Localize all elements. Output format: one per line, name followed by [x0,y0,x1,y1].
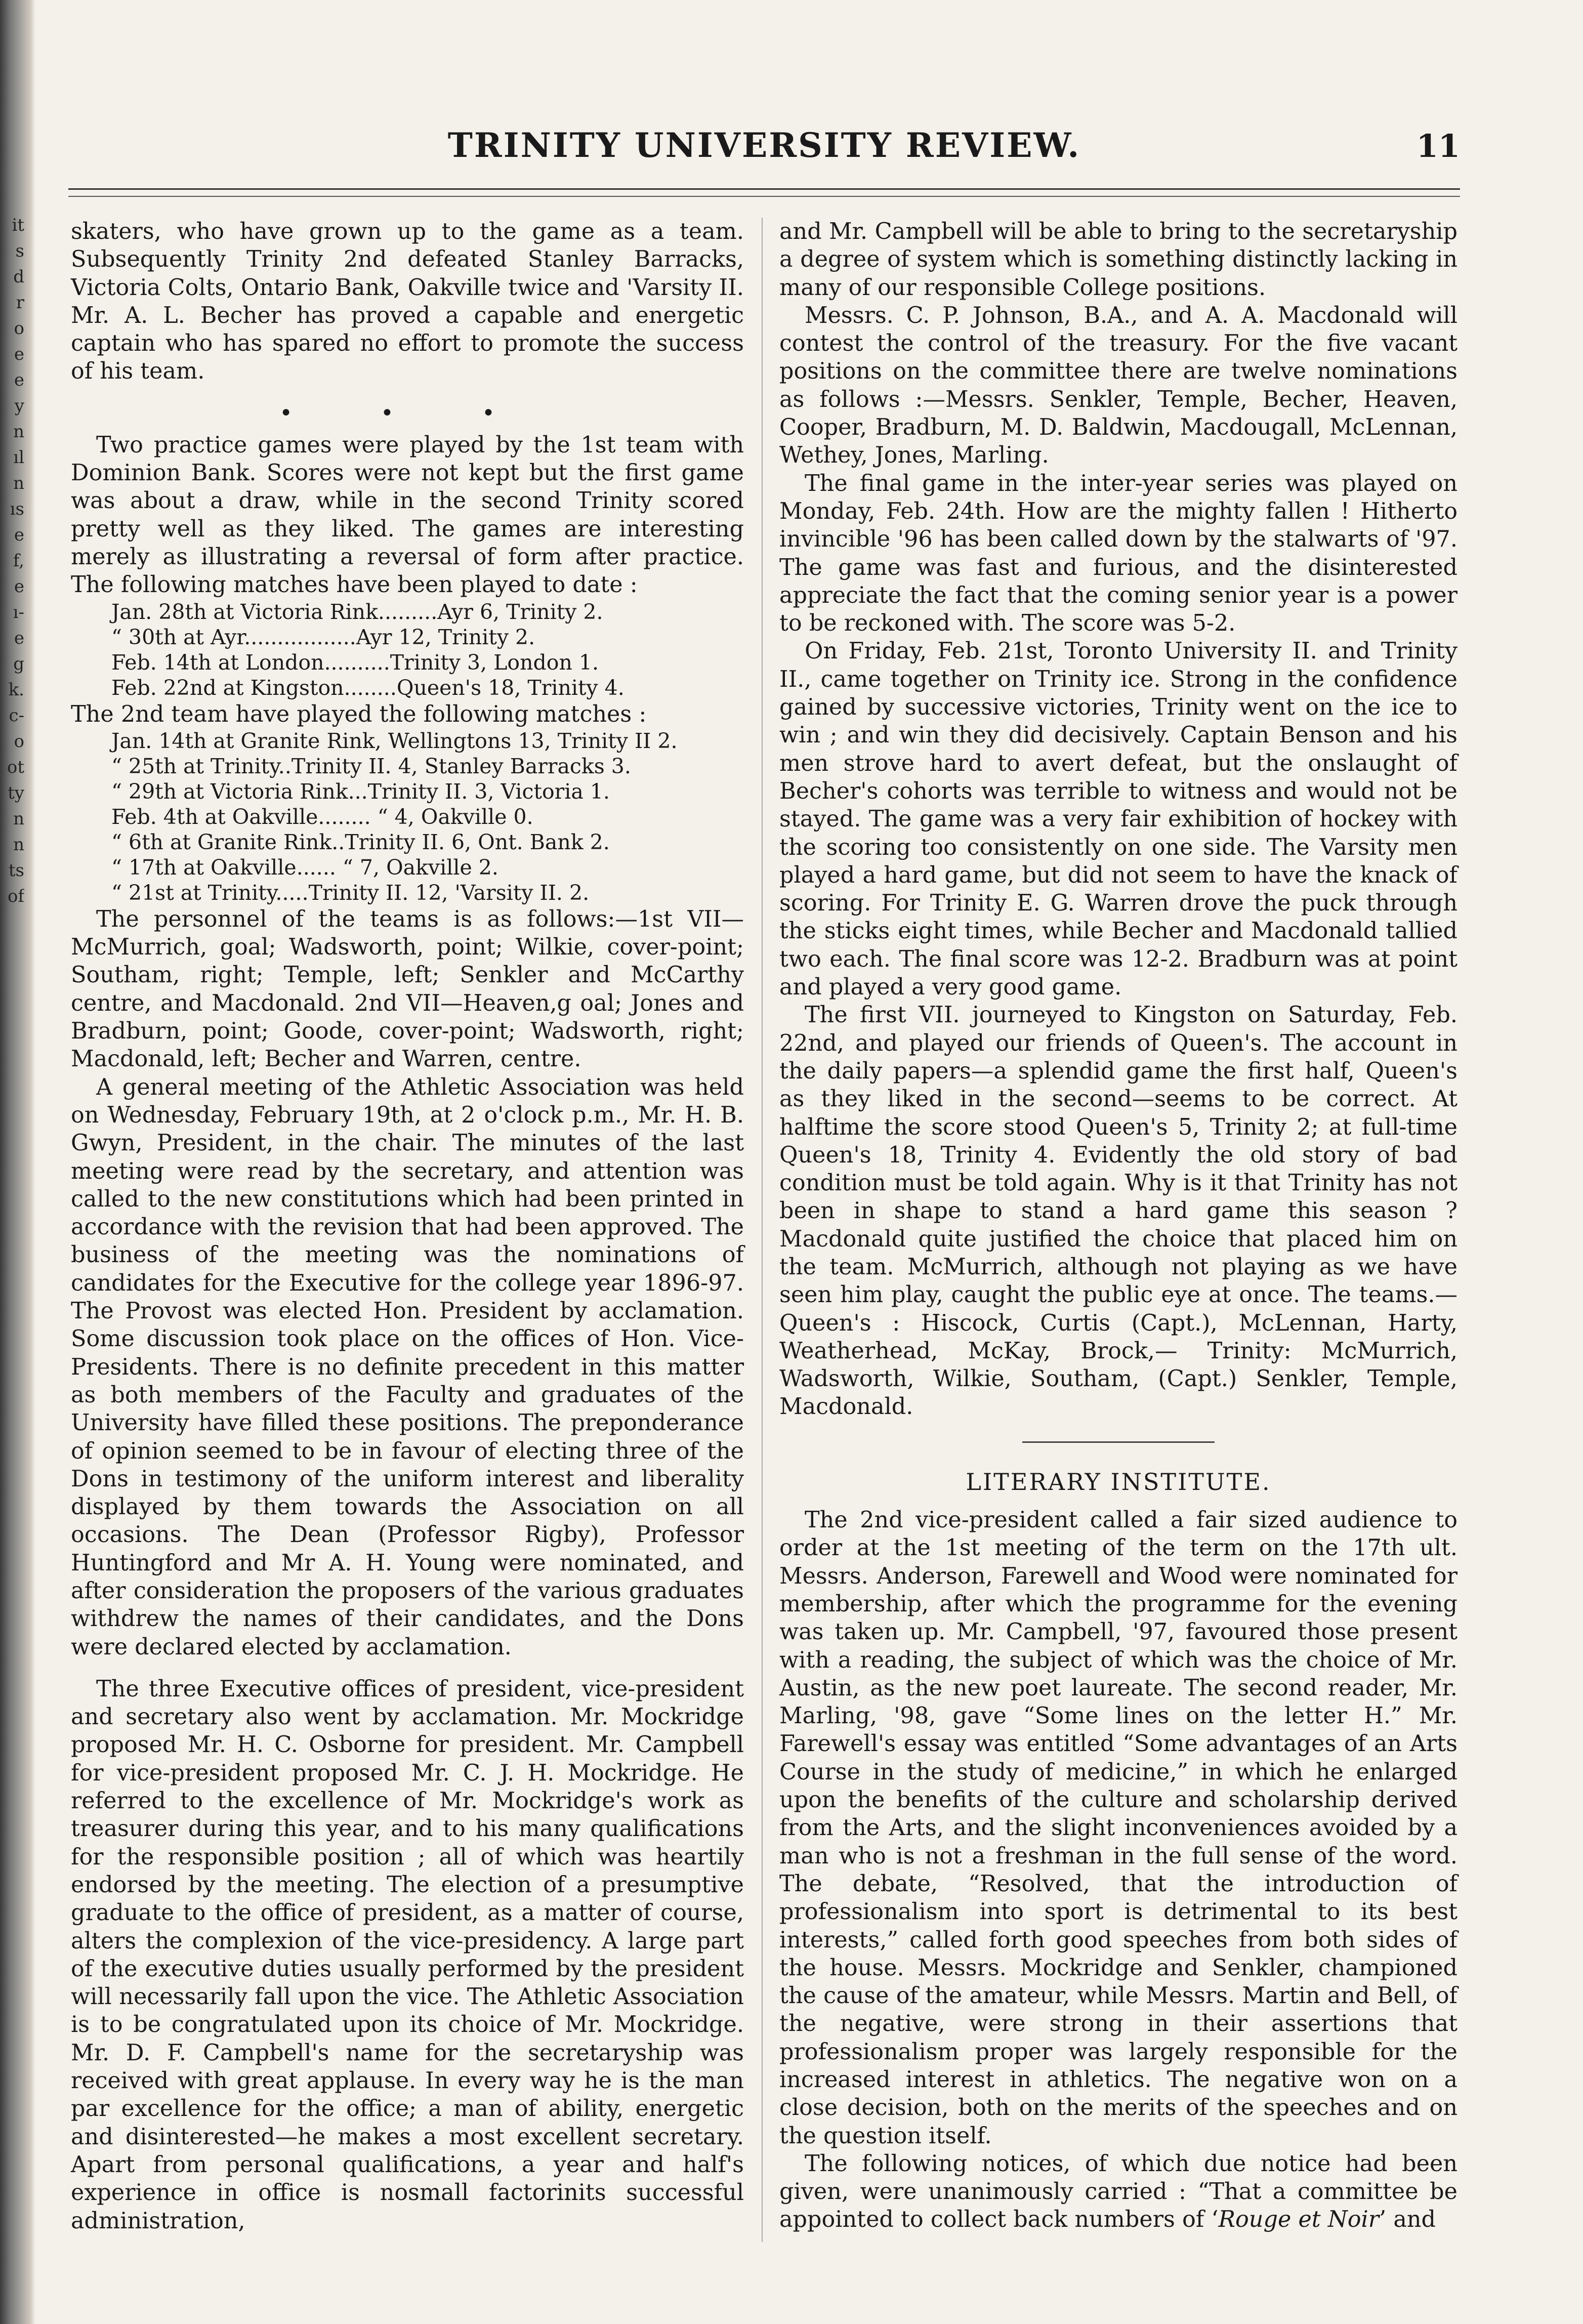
margin-fragment: n [13,809,24,829]
margin-fragment: ty [8,783,24,803]
column-divider [762,218,763,2242]
paragraph: The 2nd vice-president called a fair sized audience to order at the 1st meeting of the term on the 17th ult. Messrs. Anderson, Farewell and Wood were nominated for membership, after which the programme for the evening was taken up. Mr. Campbell, '97, favoured those present with a reading, the subject of which was the choice of Mr. Austin, as the new poet laureate. The second reader, Mr. Marling, '98, gave “Some lines on the letter H.” Mr. Farewell's essay was entitled “Some advantages of an Arts Course in the study of medicine,” in which he enlarged upon the benefits of the culture and scholarship derived from the Arts, and the slight inconveniences avoided by a man who is not a freshman in the full sense of the word. The debate, “Resolved, that the introduction of professionalism into sport is detrimental to its best interests,” called forth good speeches from both sides of the house. Messrs. Mockridge and Senkler, championed the cause of the amateur, while Messrs. Martin and Bell, of the negative, were strong in their assertions that professionalism proper was largely responsible for the increased interest in athletics. The negative won on a close decision, both on the merits of the speeches and on the question itself. [779,1507,1457,2149]
margin-fragment: e [14,525,24,545]
margin-fragment: ot [7,757,24,777]
second-team-match-list [111,728,744,905]
paragraph: The three Executive offices of president, vice-president and secretary also went by acclamation. Mr. Mockridge proposed Mr. H. C. Osborne for president. Mr. Campbell for vice-president proposed Mr. C. J. H. Mockridge. He referred to the excellence of Mr. Mockridge's work as treasurer during this year, and to his many qualifications for the responsible position ; all of which was heartily endorsed by the meeting. The election of a presumptive graduate to the office of president, as a matter of course, alters the complexion of the vice-presidency. A large part of the executive duties usually performed by the president will necessarily fall upon the vice. The Athletic Association is to be congratulated upon its choice of Mr. Mockridge. Mr. D. F. Campbell's name for the secretaryship was received with great applause. In every way he is the man par excellence for the office; a man of ability, energetic and disinterested—he makes a most excellent secretary. Apart from personal qualifications, a year and half's experience in office is nosmall factorinits successful administration, [71,1676,744,2234]
margin-fragment: e [14,370,24,390]
margin-fragment: it [12,215,24,235]
text-run: The following notices, of which due notice had been given, were unanimously carried : “That a committee be appointed to collect back numbers of ‘ [779,2150,1457,2233]
margin-fragment: s [15,241,24,261]
match-line: Jan. 28th at Victoria Rink.........Ayr 6, Trinity 2. [111,599,603,624]
paragraph: The 2nd team have played the following matches : [71,701,647,727]
right-column [779,218,1457,2234]
margin-fragment: ts [8,860,24,881]
left-column [71,218,744,2235]
margin-fragment: g [13,654,24,674]
margin-fragment: o [14,731,24,752]
margin-fragment: e [14,628,24,648]
paragraph: and Mr. Campbell will be able to bring to the secretaryship a degree of system which is something distinctly lacking in many of our responsible College positions. [779,219,1457,301]
match-line: “ 21st at Trinity.....Trinity II. 12, 'Varsity II. 2. [111,880,590,905]
header-rule [68,188,1460,197]
paragraph: Two practice games were played by the 1st team with Dominion Bank. Scores were not kept but the first game was about a draw, while in the second Trinity scored pretty well as they liked. The games are interesting merely as illustrating a reversal of form after practice. The following matches have been played to date : [71,432,744,598]
paragraph: skaters, who have grown up to the game as a team. Subsequently Trinity 2nd defeated Stanley Barracks, Victoria Colts, Ontario Bank, Oakville twice and 'Varsity II. Mr. A. L. Becher has proved a capable and energetic captain who has spared no effort to promote the success of his team. [71,219,744,385]
match-line: “ 6th at Granite Rink..Trinity II. 6, Ont. Bank 2. [111,829,610,854]
paragraph: On Friday, Feb. 21st, Toronto University II. and Trinity II., came together on Trinity ice. Strong in the confidence gained by successive victories, Trinity went on the ice to win ; and win they did decisively. Captain Benson and his men strove hard to avert defeat, but the onslaught of Becher's cohorts was terrible to witness and would not be stayed. The game was a very fair exhibition of hockey with the scoring too consistently on one side. The Varsity men played a hard game, but did not seem to have the knack of scoring. For Trinity E. G. Warren drove the puck through the sticks eight times, while Becher and Macdonald tallied two each. The final score was 12-2. Bradburn was at point and played a very good game. [779,638,1457,1001]
match-line: Feb. 4th at Oakville........ “ 4, Oakville 0. [111,804,533,829]
margin-fragment: k. [8,680,24,700]
paragraph: The personnel of the teams is as follows:—1st VII—McMurrich, goal; Wadsworth, point; Wilkie, cover-point; Southam, right; Temple, left; Senkler and McCarthy centre, and Macdonald. 2nd VII—Heaven,g oal; Jones and Bradburn, point; Goode, cover-point; Wadsworth, right; Macdonald, left; Becher and Warren, centre. [71,906,744,1072]
margin-fragment: c- [9,706,24,726]
match-line: “ 29th at Victoria Rink...Trinity II. 3, Victoria 1. [111,779,610,804]
match-line: Feb. 22nd at Kingston........Queen's 18, Trinity 4. [111,675,624,700]
match-line: “ 17th at Oakville...... “ 7, Oakville 2. [111,855,498,880]
margin-fragment: o [14,318,24,339]
margin-fragment: ıl [13,447,24,468]
margin-fragment: y [14,396,24,416]
page-number: 11 [1416,128,1460,164]
section-rule [1022,1441,1215,1443]
match-line: Feb. 14th at London..........Trinity 3, London 1. [111,650,599,675]
section-separator: • • • [279,400,535,426]
margin-fragment: f, [13,551,24,571]
margin-fragment: e [14,344,24,364]
paragraph: The final game in the inter-year series was played on Monday, Feb. 24th. How are the mighty fallen ! Hitherto invincible '96 has been called down by the stalwarts of '97. The game was fast and furious, and the disinterested appreciate the fact that the coming senior year is a power to be reckoned with. The score was 5-2. [779,470,1457,637]
text-run: ’ and [1379,2207,1436,2233]
match-line: “ 25th at Trinity..Trinity II. 4, Stanley Barracks 3. [111,754,631,778]
match-line: Jan. 14th at Granite Rink, Wellingtons 13, Trinity II 2. [111,728,678,753]
paragraph: The first VII. journeyed to Kingston on Saturday, Feb. 22nd, and played our friends of Queen's. The account in the daily papers—a splendid game the first half, Queen's as they liked in the second—seems to be correct. At halftime the score stood Queen's 5, Trinity 2; at full-time Queen's 18, Trinity 4. Evidently the old story of bad condition must be told again. Why is it that Trinity has not been in shape to stand a hard game this season ? Macdonald quite justified the choice that placed him on the team. McMurrich, although not playing as we have seen him play, caught the public eye at once. The teams.—Queen's : Hiscock, Curtis (Capt.), McLennan, Harty, Weatherhead, McKay, Brock,— Trinity: McMurrich, Wadsworth, Wilkie, Southam, (Capt.) Senkler, Temple, Macdonald. [779,1002,1457,1420]
margin-fragment: d [13,267,24,287]
publication-title: Rouge et Noir [1218,2207,1380,2233]
margin-fragment: n [13,473,24,493]
margin-fragment: ı- [13,602,24,622]
margin-fragment: r [16,293,24,313]
section-heading: LITERARY INSTITUTE. [966,1468,1271,1496]
journal-title: TRINITY UNIVERSITY REVIEW. [447,126,1081,165]
margin-fragment: e [14,576,24,597]
margin-fragment: n [13,835,24,855]
page-header [68,121,1460,182]
paragraph [779,2150,1457,2234]
match-line: “ 30th at Ayr.................Ayr 12, Trinity 2. [111,625,535,649]
previous-page-margin-fragments [0,213,24,909]
paragraph: Messrs. C. P. Johnson, B.A., and A. A. Macdonald will contest the control of the treasury. For the five vacant positions on the committee there are twelve nominations as follows :—Messrs. Senkler, Temple, Becher, Heaven, Cooper, Bradburn, M. D. Baldwin, Macdougall, McLennan, Wethey, Jones, Marling. [779,302,1457,469]
margin-fragment: of [7,886,24,906]
paragraph: A general meeting of the Athletic Association was held on Wednesday, February 19th, at 2 o'clock p.m., Mr. H. B. Gwyn, President, in the chair. The minutes of the last meeting were read by the secretary, and attention was called to the new constitutions which had been printed in accordance with the revision that had been approved. The business of the meeting was the nominations of candidates for the Executive for the college year 1896-97. The Provost was elected Hon. President by acclamation. Some discussion took place on the offices of Hon. Vice-Presidents. There is no definite precedent in this matter as both members of the Faculty and graduates of the University have filled these positions. The preponderance of opinion seemed to be in favour of electing three of the Dons in testimony of the uniform interest and liberality displayed by them towards the Association on all occasions. The Dean (Professor Rigby), Professor Huntingford and Mr A. H. Young were nominated, and after consideration the proposers of the various graduates withdrew the names of their candidates, and the Dons were declared elected by acclamation. [71,1074,744,1660]
first-team-match-list [111,599,744,700]
margin-fragment: n [13,422,24,442]
margin-fragment: ıs [10,499,24,519]
